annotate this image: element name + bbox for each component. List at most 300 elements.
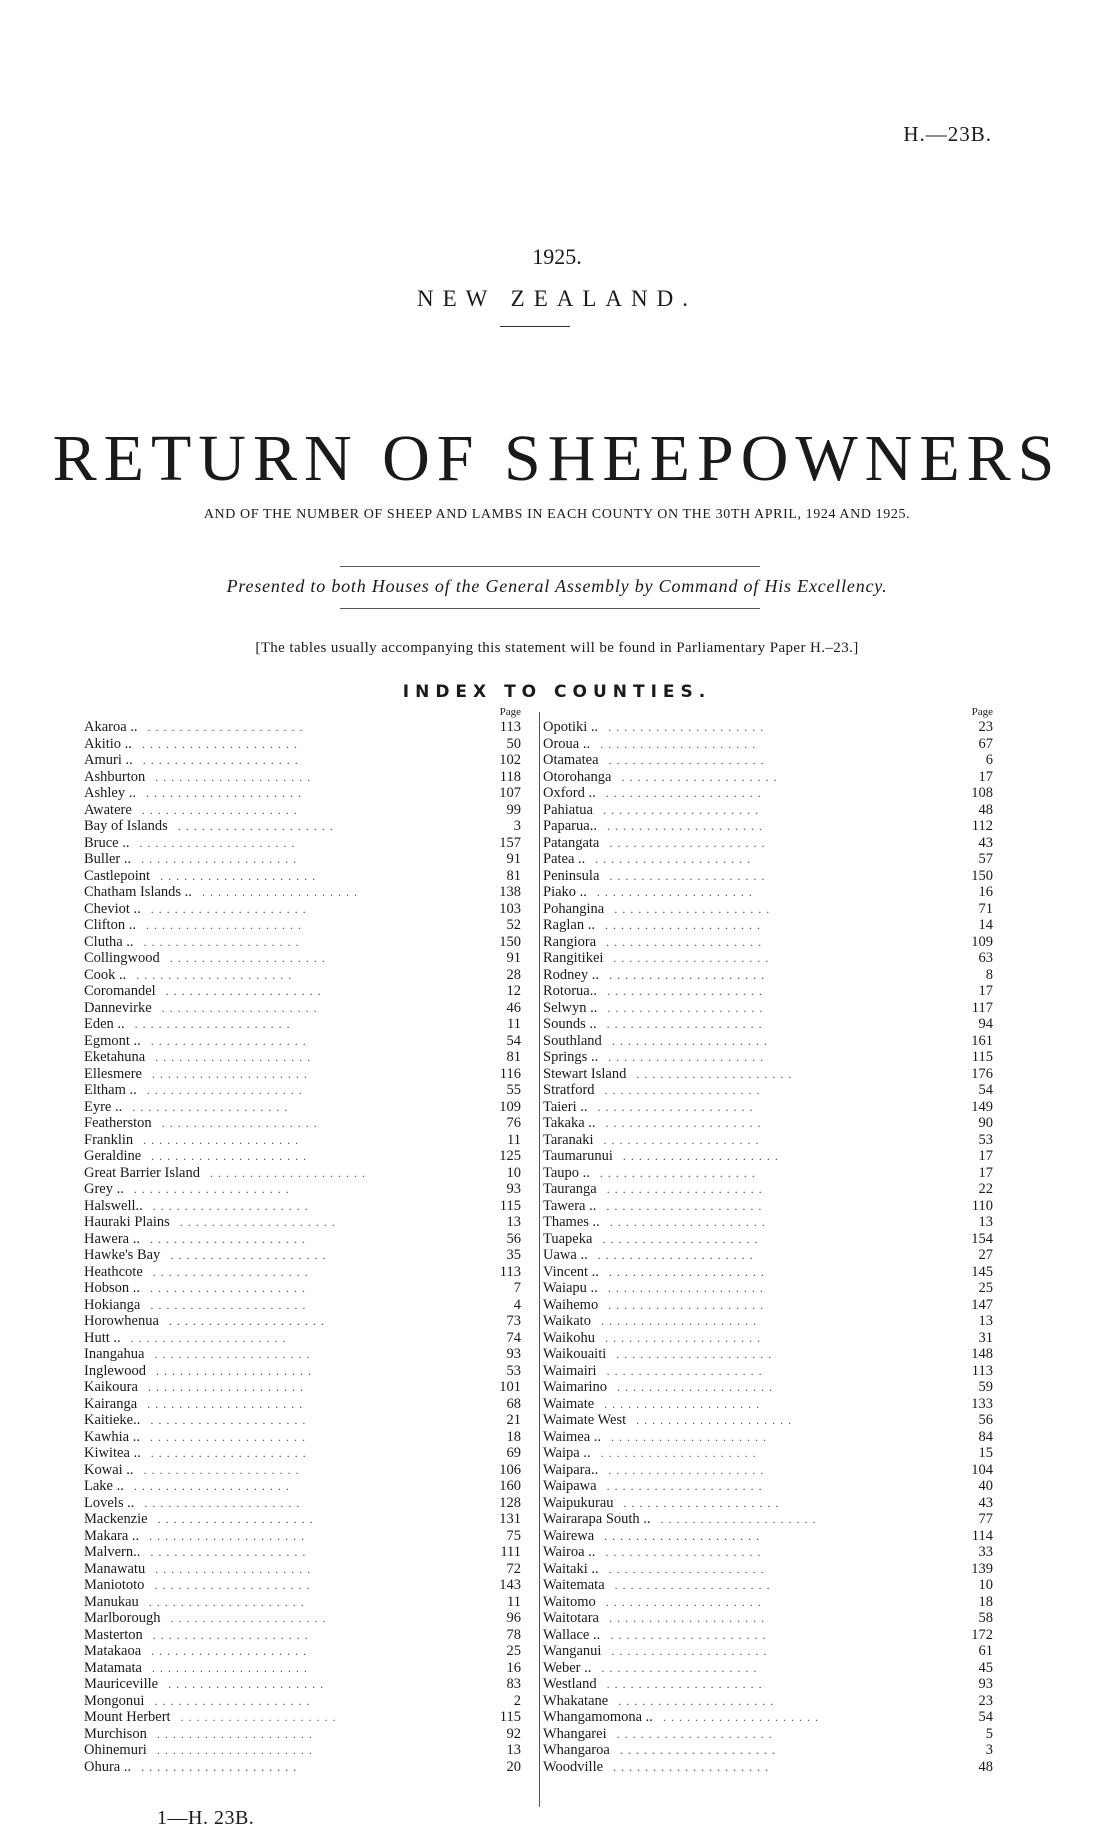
- county-name: Rangiora: [543, 933, 597, 950]
- county-name: Halswell..: [84, 1197, 143, 1214]
- page-number: 172: [971, 1626, 993, 1643]
- short-rule: [500, 326, 570, 327]
- dot-leader: . . . . . . . . . . . . . . . . . . . .: [149, 1528, 306, 1543]
- county-name: Waikato: [543, 1313, 591, 1329]
- page-number: 84: [978, 1428, 993, 1445]
- dot-leader: . . . . . . . . . . . . . . . . . . . .: [154, 1693, 311, 1708]
- dot-leader: . . . . . . . . . . . . . . . . . . . .: [177, 819, 334, 833]
- page-number: 17: [978, 768, 993, 785]
- dot-leader: . . . . . . . . . . . . . . . . . . . .: [606, 1363, 763, 1378]
- dot-leader: . . . . . . . . . . . . . . . . . . . .: [152, 1198, 309, 1213]
- index-entry: [543, 1561, 993, 1578]
- index-entry: [543, 1643, 993, 1660]
- page-number: 115: [971, 1049, 993, 1065]
- county-name: Kiwitea ..: [84, 1445, 141, 1461]
- dot-leader: . . . . . . . . . . . . . . . . . . . .: [619, 1743, 776, 1757]
- index-entry: [84, 868, 539, 885]
- county-name: Wairewa: [543, 1527, 595, 1544]
- county-name: Lovels ..: [84, 1494, 135, 1511]
- county-name: Egmont ..: [84, 1032, 141, 1049]
- page-number: 53: [978, 1131, 993, 1148]
- dot-leader: . . . . . . . . . . . . . . . . . . . .: [133, 1479, 290, 1493]
- page-number: 110: [971, 1197, 993, 1214]
- page-number: 113: [499, 719, 521, 735]
- dot-leader: . . . . . . . . . . . . . . . . . . . .: [136, 967, 293, 982]
- page-number: 57: [978, 851, 993, 867]
- dot-leader: . . . . . . . . . . . . . . . . . . . .: [601, 1660, 758, 1675]
- county-name: Whangamomona ..: [543, 1709, 653, 1725]
- page-title: RETURN OF SHEEPOWNERS: [52, 422, 1062, 495]
- index-entry: [84, 1066, 539, 1083]
- dot-leader: . . . . . . . . . . . . . . . . . . . .: [600, 736, 757, 751]
- county-name: Waipa ..: [543, 1445, 591, 1461]
- page-number: 104: [971, 1461, 993, 1478]
- county-name: Heathcote: [84, 1263, 143, 1280]
- page-number: 7: [513, 1280, 521, 1296]
- index-entry: [84, 1148, 539, 1165]
- page-number: 54: [506, 1032, 521, 1049]
- index-entry: [543, 1363, 993, 1380]
- dot-leader: . . . . . . . . . . . . . . . . . . . .: [613, 1759, 770, 1774]
- dot-leader: . . . . . . . . . . . . . . . . . . . .: [604, 1396, 761, 1411]
- county-name: Waipara..: [543, 1461, 599, 1478]
- page-number: 67: [978, 735, 993, 752]
- index-entry: [84, 1033, 539, 1050]
- county-name: Sounds ..: [543, 1016, 597, 1032]
- dot-leader: . . . . . . . . . . . . . . . . . . . .: [149, 1429, 306, 1444]
- dot-leader: . . . . . . . . . . . . . . . . . . . .: [151, 1066, 308, 1081]
- county-name: Waikohu: [543, 1329, 595, 1346]
- dot-leader: . . . . . . . . . . . . . . . . . . . .: [608, 967, 765, 982]
- index-entry: [543, 950, 993, 967]
- county-name: Whakatane: [543, 1692, 609, 1709]
- index-entry: [543, 1478, 993, 1495]
- page-number: 40: [978, 1478, 993, 1494]
- page-number: 99: [506, 801, 521, 818]
- county-name: Mount Herbert: [84, 1709, 171, 1725]
- index-entry: [543, 1214, 993, 1231]
- index-entry: [84, 1726, 539, 1743]
- county-name: Waiapu ..: [543, 1280, 598, 1296]
- page-number: 8: [985, 966, 993, 983]
- page-number: 45: [978, 1659, 993, 1676]
- county-name: Thames ..: [543, 1214, 600, 1230]
- index-entry: [84, 1214, 539, 1231]
- index-entry: [543, 1049, 993, 1066]
- dot-leader: . . . . . . . . . . . . . . . . . . . .: [132, 1099, 289, 1114]
- rule-above-presented: [340, 566, 760, 567]
- page-number: 43: [978, 834, 993, 851]
- county-name: Taieri ..: [543, 1098, 588, 1115]
- page-number: 74: [506, 1329, 521, 1346]
- county-name: Ohinemuri: [84, 1742, 147, 1758]
- dot-leader: . . . . . . . . . . . . . . . . . . . .: [150, 1545, 307, 1559]
- page-number: 160: [499, 1478, 521, 1494]
- index-entry: [84, 736, 539, 753]
- county-name: Bay of Islands: [84, 818, 168, 834]
- county-name: Tuapeka: [543, 1230, 593, 1247]
- county-name: Waikouaiti: [543, 1346, 607, 1362]
- dot-leader: . . . . . . . . . . . . . . . . . . . .: [147, 1380, 304, 1394]
- index-entry: [543, 1412, 993, 1429]
- county-name: Uawa ..: [543, 1247, 588, 1263]
- county-name: Waipukurau: [543, 1494, 614, 1511]
- rule-below-presented: [340, 608, 760, 609]
- county-name: Waimate: [543, 1395, 595, 1412]
- dot-leader: . . . . . . . . . . . . . . . . . . . .: [609, 1215, 766, 1229]
- dot-leader: . . . . . . . . . . . . . . . . . . . .: [143, 1462, 300, 1477]
- county-name: Inangahua: [84, 1346, 145, 1362]
- dot-leader: . . . . . . . . . . . . . . . . . . . .: [134, 1017, 291, 1031]
- dot-leader: . . . . . . . . . . . . . . . . . . . .: [636, 1066, 793, 1081]
- index-entry: [543, 1577, 993, 1594]
- index-entry: [84, 1709, 539, 1726]
- index-entry: [84, 785, 539, 802]
- index-entry: [84, 1000, 539, 1017]
- page-number: 139: [971, 1560, 993, 1577]
- page-number: 16: [506, 1659, 521, 1676]
- dot-leader: . . . . . . . . . . . . . . . . . . . .: [660, 1512, 817, 1526]
- page-number: 93: [506, 1181, 521, 1197]
- year-heading: 1925.: [532, 244, 582, 269]
- county-name: Lake ..: [84, 1478, 124, 1494]
- page-number: 109: [499, 1098, 521, 1115]
- dot-leader: . . . . . . . . . . . . . . . . . . . .: [141, 852, 298, 866]
- index-entry: [84, 1016, 539, 1033]
- county-name: Cheviot ..: [84, 900, 141, 917]
- page-column-header: Page: [499, 706, 521, 718]
- page-number: 133: [971, 1395, 993, 1412]
- index-entry: [543, 1313, 993, 1330]
- page-number: 108: [971, 785, 993, 801]
- county-name: Ashburton: [84, 768, 146, 785]
- dot-leader: . . . . . . . . . . . . . . . . . . . .: [154, 1578, 311, 1592]
- county-name: Coromandel: [84, 983, 156, 999]
- page-number: 147: [971, 1296, 993, 1313]
- dot-leader: . . . . . . . . . . . . . . . . . . . .: [606, 984, 763, 998]
- index-entry: [543, 736, 993, 753]
- index-entry: [84, 1330, 539, 1347]
- page-number: 101: [499, 1379, 521, 1395]
- index-list-left: [84, 719, 539, 1775]
- page-number: 25: [506, 1643, 521, 1659]
- dot-leader: . . . . . . . . . . . . . . . . . . . .: [168, 1314, 325, 1328]
- dot-leader: . . . . . . . . . . . . . . . . . . . .: [608, 720, 765, 734]
- dot-leader: . . . . . . . . . . . . . . . . . . . .: [605, 1330, 761, 1345]
- page-number: 23: [978, 1692, 993, 1709]
- index-entry: [543, 1610, 993, 1627]
- page-number: 148: [971, 1346, 993, 1362]
- page-number: 138: [499, 884, 521, 900]
- county-name: Rangitikei: [543, 950, 604, 966]
- page-number: 27: [978, 1247, 993, 1263]
- dot-leader: . . . . . . . . . . . . . . . . . . . .: [609, 835, 766, 850]
- dot-leader: . . . . . . . . . . . . . . . . . . . .: [170, 1248, 327, 1262]
- county-name: Weber ..: [543, 1659, 592, 1676]
- page-number: 11: [507, 1131, 521, 1148]
- dot-leader: . . . . . . . . . . . . . . . . . . . .: [616, 1726, 773, 1741]
- county-name: Clifton ..: [84, 917, 136, 933]
- dot-leader: . . . . . . . . . . . . . . . . . . . .: [143, 1132, 300, 1147]
- index-entry: [84, 950, 539, 967]
- dot-leader: . . . . . . . . . . . . . . . . . . . .: [155, 1561, 312, 1576]
- page-number: 33: [978, 1544, 993, 1560]
- dot-leader: . . . . . . . . . . . . . . . . . . . .: [605, 1116, 762, 1130]
- county-name: Dannevirke: [84, 999, 152, 1016]
- dot-leader: . . . . . . . . . . . . . . . . . . . .: [604, 1083, 761, 1097]
- index-entry: [84, 1742, 539, 1759]
- index-entry: [543, 785, 993, 802]
- county-name: Manukau: [84, 1593, 139, 1610]
- county-name: Hauraki Plains: [84, 1214, 170, 1230]
- county-name: Waitotara: [543, 1610, 599, 1626]
- county-name: Manawatu: [84, 1560, 146, 1577]
- county-name: Mongonui: [84, 1692, 145, 1709]
- page-number: 92: [506, 1725, 521, 1742]
- county-name: Oxford ..: [543, 785, 596, 801]
- index-entry: [543, 1148, 993, 1165]
- dot-leader: . . . . . . . . . . . . . . . . . . . .: [150, 1281, 306, 1295]
- county-name: Pohangina: [543, 900, 605, 917]
- county-name: Opotiki ..: [543, 719, 599, 735]
- dot-leader: . . . . . . . . . . . . . . . . . . . .: [623, 1495, 780, 1510]
- index-entry: [543, 1511, 993, 1528]
- county-name: Maniototo: [84, 1577, 145, 1593]
- page-number: 56: [506, 1230, 521, 1247]
- dot-leader: . . . . . . . . . . . . . . . . . . . .: [151, 1149, 308, 1163]
- dot-leader: . . . . . . . . . . . . . . . . . . . .: [133, 1182, 290, 1196]
- county-name: Waitomo: [543, 1593, 596, 1610]
- index-entry: [543, 719, 993, 736]
- page-number: 4: [513, 1296, 521, 1313]
- page-number: 71: [978, 900, 993, 917]
- dot-leader: . . . . . . . . . . . . . . . . . . . .: [145, 786, 302, 800]
- index-entry: [543, 818, 993, 835]
- county-name: Piako ..: [543, 884, 587, 900]
- dot-leader: . . . . . . . . . . . . . . . . . . . .: [151, 1644, 308, 1658]
- index-entry: [543, 835, 993, 852]
- page-number: 102: [499, 752, 521, 768]
- index-entry: [543, 1429, 993, 1446]
- county-name: Matakaoa: [84, 1643, 142, 1659]
- index-entry: [84, 1528, 539, 1545]
- page-number: 77: [978, 1511, 993, 1527]
- dot-leader: . . . . . . . . . . . . . . . . . . . .: [155, 1050, 312, 1064]
- page-number: 13: [506, 1742, 521, 1758]
- county-name: Kaikoura: [84, 1379, 138, 1395]
- page-number: 3: [513, 818, 521, 834]
- county-name: Matamata: [84, 1659, 142, 1676]
- page-number: 31: [978, 1329, 993, 1346]
- index-entry: [84, 934, 539, 951]
- dot-leader: . . . . . . . . . . . . . . . . . . . .: [595, 852, 752, 866]
- page-number: 149: [971, 1098, 993, 1115]
- dot-leader: . . . . . . . . . . . . . . . . . . . .: [610, 1627, 767, 1642]
- county-name: Waimea ..: [543, 1428, 602, 1445]
- index-entry: [543, 1346, 993, 1363]
- dot-leader: . . . . . . . . . . . . . . . . . . . .: [608, 753, 765, 767]
- index-entry: [543, 1495, 993, 1512]
- county-name: Horowhenua: [84, 1313, 159, 1329]
- page-number: 93: [506, 1346, 521, 1362]
- dot-leader: . . . . . . . . . . . . . . . . . . . .: [600, 1314, 757, 1328]
- page-number: 69: [506, 1445, 521, 1461]
- county-name: Masterton: [84, 1626, 143, 1643]
- index-entry: [84, 1577, 539, 1594]
- page-number: 109: [971, 933, 993, 950]
- index-entry: [543, 917, 993, 934]
- index-entry: [84, 1676, 539, 1693]
- page-number: 3: [985, 1742, 993, 1758]
- presented-line: Presented to both Houses of the General Assembly by Command of His Excellency.: [226, 576, 888, 596]
- index-entry: [543, 884, 993, 901]
- page-number: 118: [499, 768, 521, 785]
- index-entry: [543, 802, 993, 819]
- page-number: 176: [971, 1065, 993, 1082]
- county-name: Waihemo: [543, 1296, 599, 1313]
- index-entry: [84, 818, 539, 835]
- page-number: 14: [978, 917, 993, 933]
- index-entry: [543, 1066, 993, 1083]
- page-number: 145: [971, 1263, 993, 1280]
- county-name: Eden ..: [84, 1016, 125, 1032]
- page-number: 2: [513, 1692, 521, 1709]
- county-name: Waipawa: [543, 1478, 597, 1494]
- dot-leader: . . . . . . . . . . . . . . . . . . . .: [156, 1726, 313, 1741]
- county-name: Waitemata: [543, 1577, 605, 1593]
- county-name: Tauranga: [543, 1181, 597, 1197]
- index-entry: [543, 1247, 993, 1264]
- county-name: Raglan ..: [543, 917, 595, 933]
- index-entry: [543, 983, 993, 1000]
- dot-leader: . . . . . . . . . . . . . . . . . . . .: [151, 1660, 308, 1675]
- index-entry: [84, 983, 539, 1000]
- page-number: 52: [506, 917, 521, 933]
- page-number: 61: [978, 1643, 993, 1659]
- county-name: Rodney ..: [543, 966, 599, 983]
- dot-leader: . . . . . . . . . . . . . . . . . . . .: [150, 1297, 307, 1312]
- page-number: 46: [506, 999, 521, 1016]
- page-number: 73: [506, 1313, 521, 1329]
- county-name: Patangata: [543, 834, 600, 851]
- page-number: 111: [500, 1544, 521, 1560]
- dot-leader: . . . . . . . . . . . . . . . . . . . .: [616, 1347, 773, 1361]
- dot-leader: . . . . . . . . . . . . . . . . . . . .: [147, 720, 304, 734]
- dot-leader: . . . . . . . . . . . . . . . . . . . .: [168, 1677, 325, 1691]
- page-number: 50: [506, 735, 521, 752]
- county-name: Woodville: [543, 1758, 604, 1775]
- page-number: 10: [978, 1577, 993, 1593]
- dot-leader: . . . . . . . . . . . . . . . . . . . .: [617, 1380, 774, 1394]
- index-entry: [543, 1000, 993, 1017]
- index-column-left: [84, 706, 539, 1775]
- county-name: Castlepoint: [84, 867, 151, 884]
- page-number: 48: [978, 801, 993, 818]
- index-entry: [543, 1198, 993, 1215]
- page-number: 28: [506, 966, 521, 983]
- county-name: Otamatea: [543, 752, 599, 768]
- county-name: Otorohanga: [543, 768, 612, 785]
- page-number: 11: [507, 1016, 521, 1032]
- county-name: Waimarino: [543, 1379, 608, 1395]
- county-name: Rotorua..: [543, 983, 597, 999]
- dot-leader: . . . . . . . . . . . . . . . . . . . .: [606, 1017, 763, 1031]
- county-name: Vincent ..: [543, 1263, 599, 1280]
- dot-leader: . . . . . . . . . . . . . . . . . . . .: [209, 1165, 366, 1180]
- page-subtitle: AND OF THE NUMBER OF SHEEP AND LAMBS IN EACH COUNTY ON THE 30TH APRIL, 1924 AND 1925.: [203, 507, 911, 522]
- page-number: 96: [506, 1610, 521, 1626]
- index-entry: [84, 719, 539, 736]
- county-name: Whangaroa: [543, 1742, 610, 1758]
- county-name: Cook ..: [84, 966, 127, 983]
- page-number: 54: [978, 1709, 993, 1725]
- county-name: Stewart Island: [543, 1065, 627, 1082]
- county-name: Wairarapa South ..: [543, 1511, 651, 1527]
- dot-leader: . . . . . . . . . . . . . . . . . . . .: [608, 1462, 765, 1477]
- page-number: 17: [978, 983, 993, 999]
- county-name: Mauriceville: [84, 1676, 159, 1692]
- index-entry: [84, 1594, 539, 1611]
- country-heading: NEW ZEALAND.: [416, 286, 698, 311]
- dot-leader: . . . . . . . . . . . . . . . . . . . .: [622, 1149, 779, 1163]
- page-column-header: Page: [971, 706, 993, 718]
- page-number: 20: [506, 1758, 521, 1775]
- page-number: 68: [506, 1395, 521, 1412]
- page-number: 48: [978, 1758, 993, 1775]
- page-number: 103: [499, 900, 521, 917]
- dot-leader: . . . . . . . . . . . . . . . . . . . .: [142, 753, 299, 767]
- page-number: 94: [978, 1016, 993, 1032]
- index-entry: [543, 1297, 993, 1314]
- page-number: 128: [499, 1494, 521, 1511]
- page-number: 59: [978, 1379, 993, 1395]
- index-entry: [543, 1709, 993, 1726]
- page-number: 83: [506, 1676, 521, 1692]
- index-entry: [543, 1627, 993, 1644]
- page-number: 16: [978, 884, 993, 900]
- index-entry: [84, 802, 539, 819]
- county-name: Eltham ..: [84, 1082, 137, 1098]
- dot-leader: . . . . . . . . . . . . . . . . . . . .: [150, 1033, 307, 1048]
- index-entry: [84, 1264, 539, 1281]
- index-entry: [84, 1759, 539, 1776]
- county-name: Awatere: [84, 801, 132, 818]
- page-number: 5: [985, 1725, 993, 1742]
- county-name: Waimairi: [543, 1362, 597, 1379]
- county-name: Westland: [543, 1676, 597, 1692]
- county-name: Hawera ..: [84, 1230, 140, 1247]
- index-entry: [543, 1016, 993, 1033]
- page-number: 113: [971, 1362, 993, 1379]
- index-entry: [543, 1115, 993, 1132]
- page-number: 10: [506, 1164, 521, 1181]
- index-entry: [543, 1132, 993, 1149]
- dot-leader: . . . . . . . . . . . . . . . . . . . .: [611, 1429, 768, 1444]
- county-name: Kaitieke..: [84, 1412, 141, 1428]
- index-entry: [84, 1693, 539, 1710]
- page-number: 161: [971, 1032, 993, 1049]
- index-entry: [543, 1594, 993, 1611]
- dot-leader: . . . . . . . . . . . . . . . . . . . .: [607, 1000, 764, 1015]
- dot-leader: . . . . . . . . . . . . . . . . . . . .: [597, 1099, 754, 1114]
- index-entry: [84, 1082, 539, 1099]
- county-name: Clutha ..: [84, 933, 134, 950]
- index-entry: [84, 1412, 539, 1429]
- page-number: 125: [499, 1148, 521, 1164]
- index-entry: [84, 1610, 539, 1627]
- index-entry: [543, 1660, 993, 1677]
- index-entry: [543, 1676, 993, 1693]
